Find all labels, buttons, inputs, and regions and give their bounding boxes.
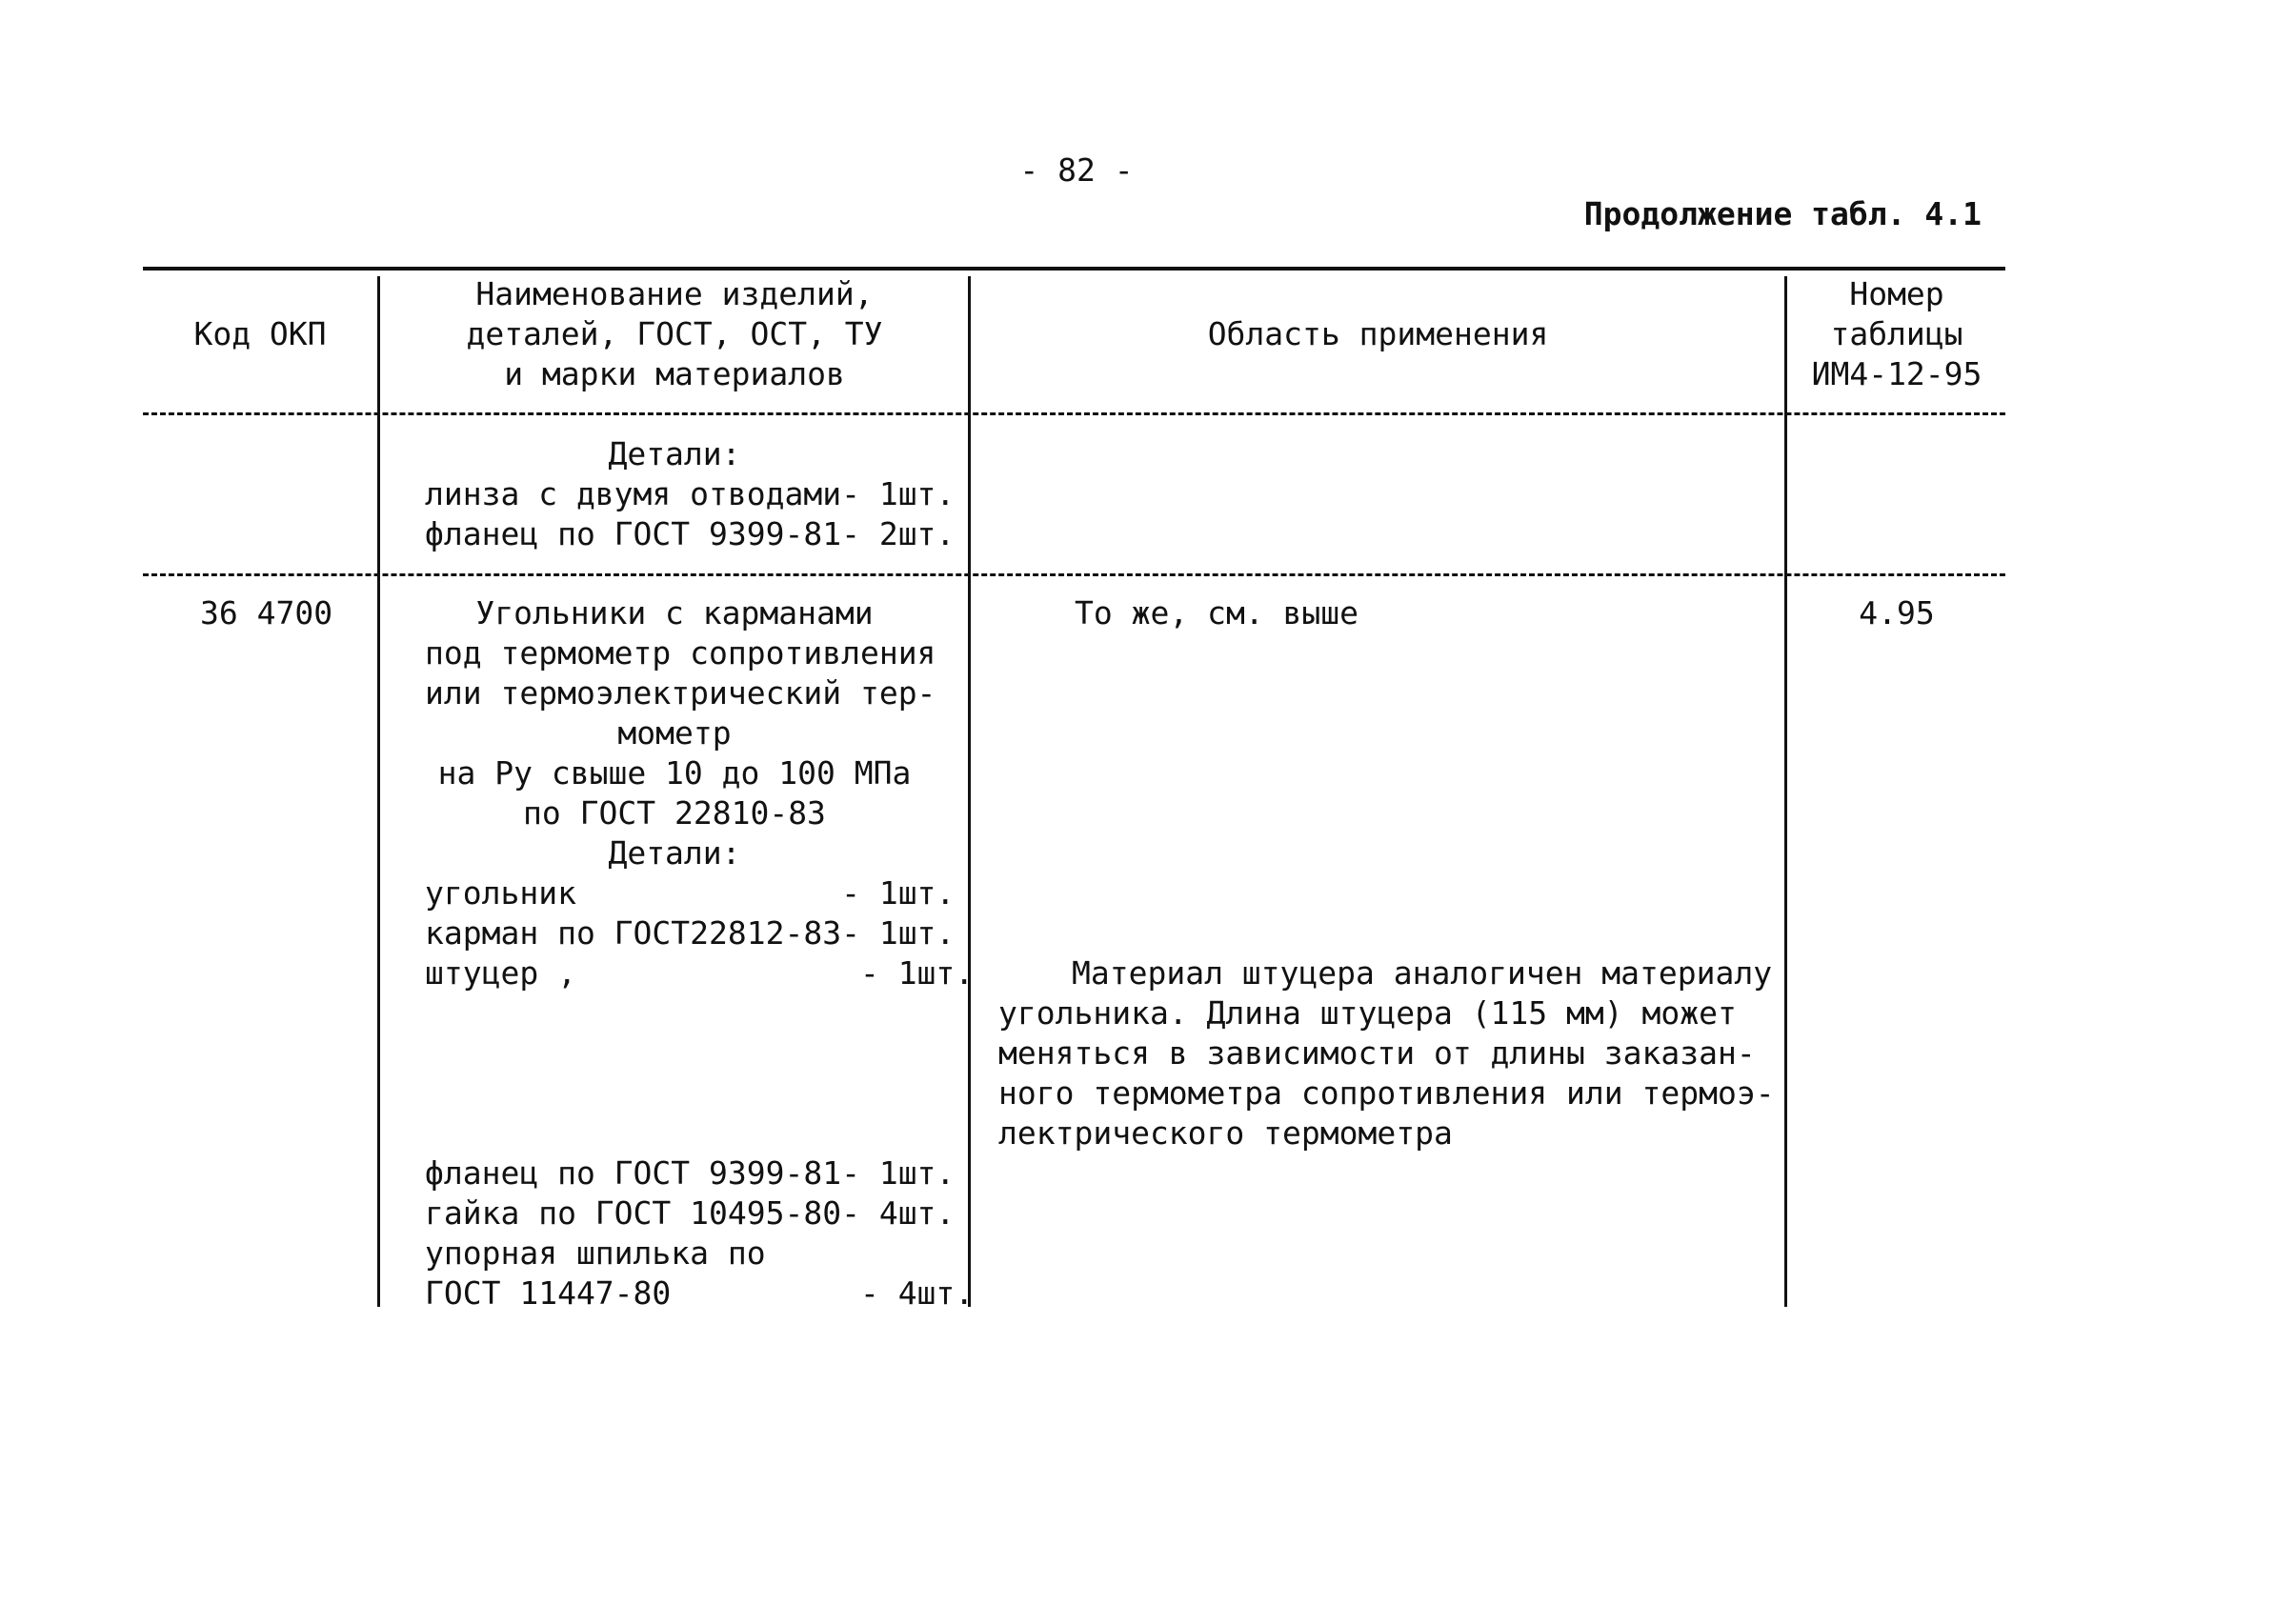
row2-title-line: на Ру свыше 10 до 100 МПа bbox=[437, 754, 912, 792]
row2-title-line: по ГОСТ 22810-83 bbox=[523, 794, 826, 832]
table-continuation-label: Продолжение табл. 4.1 bbox=[1583, 195, 1982, 232]
row2-part-line: штуцер , - 1шт. bbox=[425, 954, 975, 992]
row2-part-line: угольник - 1шт. bbox=[425, 874, 956, 912]
row2-title-line: мометр bbox=[617, 714, 732, 752]
row2-part-line: гайка по ГОСТ 10495-80- 4шт. bbox=[425, 1194, 956, 1232]
header-okp-code: Код ОКП bbox=[193, 315, 327, 352]
header-table-number-line-3: ИМ4-12-95 bbox=[1811, 355, 1982, 392]
row1-part-line: линза с двумя отводами- 1шт. bbox=[425, 475, 956, 512]
header-separator bbox=[143, 412, 2005, 415]
row1-details-heading: Детали: bbox=[608, 435, 741, 472]
row2-okp-code: 36 4700 bbox=[200, 594, 333, 632]
row2-title-line: Угольники с карманами bbox=[475, 594, 874, 632]
header-application-area: Область применения bbox=[1207, 315, 1549, 352]
row2-application-text: То же, см. выше bbox=[1075, 594, 1359, 632]
row2-part-line: фланец по ГОСТ 9399-81- 1шт. bbox=[425, 1154, 956, 1192]
row2-title-line: или термоэлектрический тер- bbox=[425, 674, 936, 712]
header-table-number-line-2: таблицы bbox=[1830, 315, 1963, 352]
row2-note-line: ного термометра сопротивления или термоэ- bbox=[998, 1074, 1775, 1112]
header-name-line-2: деталей, ГОСТ, ОСТ, ТУ bbox=[466, 315, 883, 352]
row2-details-heading: Детали: bbox=[608, 834, 741, 872]
row2-part-line: ГОСТ 11447-80 - 4шт. bbox=[425, 1274, 975, 1312]
row2-note-line: Материал штуцера аналогичен материалу bbox=[1072, 954, 1773, 992]
page-number: - 82 - bbox=[1019, 151, 1134, 189]
row-separator bbox=[143, 573, 2005, 576]
column-divider-3 bbox=[1784, 276, 1787, 1307]
row2-title-line: под термометр сопротивления bbox=[425, 634, 936, 672]
header-name-line-3: и марки материалов bbox=[504, 355, 845, 392]
header-table-number-line-1: Номер bbox=[1849, 275, 1944, 312]
header-name-line-1: Наименование изделий, bbox=[475, 275, 874, 312]
row2-part-line: карман по ГОСТ22812-83- 1шт. bbox=[425, 914, 956, 952]
row1-part-line: фланец по ГОСТ 9399-81- 2шт. bbox=[425, 515, 956, 552]
row2-table-number: 4.95 bbox=[1859, 594, 1935, 632]
column-divider-2 bbox=[968, 276, 971, 1307]
row2-part-line: упорная шпилька по bbox=[425, 1234, 766, 1272]
column-divider-1 bbox=[377, 276, 380, 1307]
table-top-rule bbox=[143, 267, 2005, 271]
row2-note-line: угольника. Длина штуцера (115 мм) может bbox=[998, 994, 1737, 1032]
row2-note-line: лектрического термометра bbox=[998, 1114, 1453, 1152]
row2-note-line: меняться в зависимости от длины заказан- bbox=[998, 1034, 1756, 1072]
